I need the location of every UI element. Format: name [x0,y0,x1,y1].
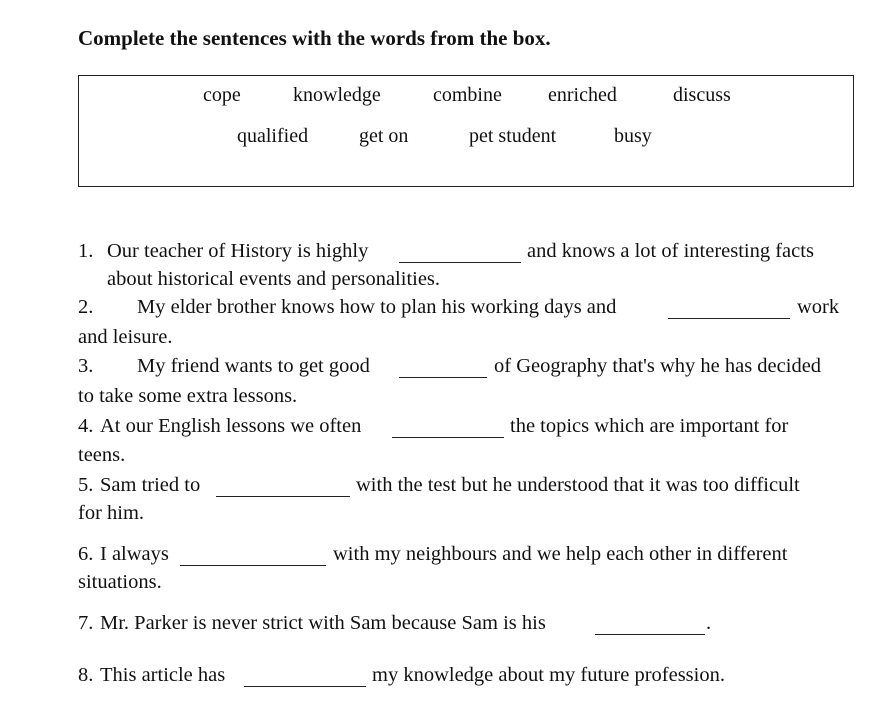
sentence-text: teens. [78,444,126,466]
sentence-text: to take some extra lessons. [78,385,298,407]
sentence-text: and leisure. [78,326,173,348]
sentence-text: and knows a lot of interesting facts [527,240,814,262]
sentence-text: This article has [100,664,226,686]
word-cope: cope [203,84,241,106]
sentence-number: 8. [78,664,94,686]
sentence-text: Our teacher of History is highly [107,240,369,262]
sentence-text: about historical events and personalities. [107,268,441,290]
word-qualified: qualified [237,125,309,147]
sentence-number: 2. [78,296,94,318]
sentence-number: 4. [78,415,94,437]
sentence-text: My elder brother knows how to plan his working days and [137,296,617,318]
sentence-number: 7. [78,612,94,634]
instruction-heading: Complete the sentences with the words from the box. [78,26,551,50]
word-discuss: discuss [673,84,731,106]
sentence-text: I always [100,543,169,565]
answer-blank[interactable] [668,302,790,319]
answer-blank[interactable] [216,480,350,497]
word-box [78,75,854,187]
word-busy: busy [614,125,652,147]
sentence-text: of Geography that's why he has decided [494,355,822,377]
answer-blank[interactable] [180,549,326,566]
word-enriched: enriched [548,84,617,106]
answer-blank[interactable] [399,361,487,378]
answer-blank[interactable] [595,618,705,635]
sentence-text: with the test but he understood that it was too difficult [356,474,800,496]
sentence-number: 5. [78,474,94,496]
sentence-text: the topics which are important for [510,415,789,437]
word-pet-student: pet student [469,125,557,147]
word-get-on: get on [359,125,409,147]
sentence-text: My friend wants to get good [137,355,370,377]
word-knowledge: knowledge [293,84,381,106]
answer-blank[interactable] [392,421,504,438]
sentence-text: my knowledge about my future profession. [372,664,725,686]
sentence-text: with my neighbours and we help each other in different [333,543,788,565]
word-combine: combine [433,84,502,106]
sentence-text: work [797,296,840,318]
sentence-text: Mr. Parker is never strict with Sam because Sam is his [100,612,546,634]
answer-blank[interactable] [399,246,521,263]
sentence-number: 6. [78,543,94,565]
sentence-number: 1. [78,240,94,262]
answer-blank[interactable] [244,670,366,687]
sentence-text: situations. [78,571,162,593]
sentence-text: At our English lessons we often [100,415,362,437]
sentence-text: . [706,612,712,634]
sentence-number: 3. [78,355,94,377]
sentence-text: for him. [78,502,145,524]
sentence-text: Sam tried to [100,474,201,496]
